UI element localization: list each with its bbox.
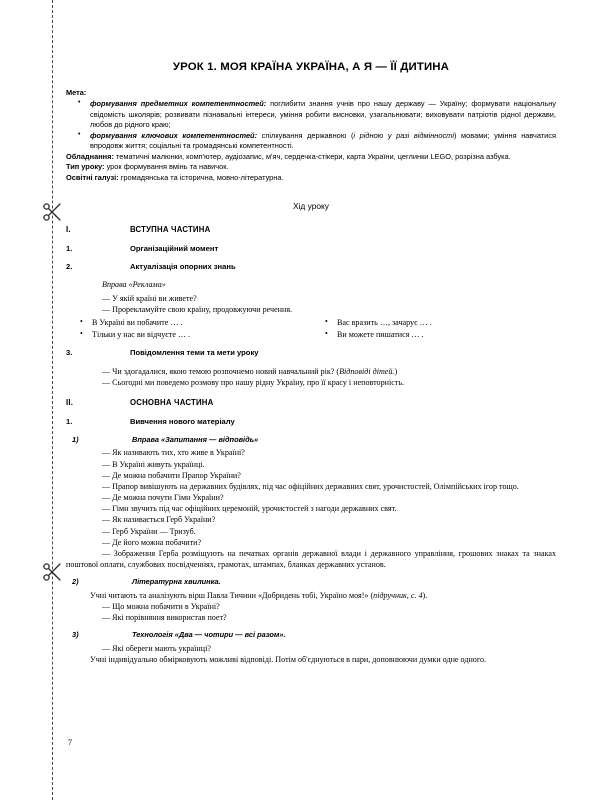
exercise-2-intro xyxy=(66,590,556,601)
branches-label: Освітні галузі: xyxy=(66,172,119,182)
exercise-1-line: — Де його можна побачити? xyxy=(102,537,202,547)
part-1-heading xyxy=(66,225,556,235)
list-item: • В Україні ви побачите … . xyxy=(80,317,311,329)
part-2-sub-1-heading xyxy=(66,417,556,427)
reklama-list-right xyxy=(311,317,556,340)
exercise-1-coat-of-arms-paragraph: — Зображення Герба розміщують на печатках органів державної влади і державного управління, грошових знаках та знаках поштової оплати, службових посвідченнях, грамотах, штампах, бланках державних установ. xyxy=(66,548,556,569)
part-1-sub-3-title: Повідомлення теми та мети уроку xyxy=(130,347,259,357)
list-item: • Ви можете пишатися … . xyxy=(325,329,556,341)
exercise-1-line: — Де можна почути Гімн України? xyxy=(102,493,224,503)
meta-section xyxy=(66,88,556,183)
scissors-icon xyxy=(40,560,64,584)
part-1-section xyxy=(66,225,556,388)
exercise-1-line: — Як називається Герб України? xyxy=(102,515,216,525)
part-1-sub-2-number: 2. xyxy=(66,262,73,272)
part-1-sub-1-heading xyxy=(66,244,556,254)
exercise-2-title: Літературна хвилинка. xyxy=(132,577,221,587)
exercise-1-flag-paragraph: — Прапор вивішують на державних будівлях, під час офіційних державних свят, урочистостей, Олімпійських ігор тощо. xyxy=(102,481,519,491)
exercise-reklama-question-2: — Прорекламуйте свою країну, продовжуючи речення. xyxy=(102,305,293,315)
meta-bullet-lead: формування предметних компетентностей: xyxy=(90,98,267,108)
question-3-after: ) xyxy=(394,366,398,376)
part-1-question-3 xyxy=(66,366,556,377)
question-3-italic: Відповіді дітей. xyxy=(339,366,395,376)
educational-branches-line xyxy=(66,173,556,184)
part-2-heading xyxy=(66,398,556,408)
reklama-sentence-columns xyxy=(66,317,556,340)
exercise-3-heading xyxy=(66,630,556,640)
exercise-1-number: 1) xyxy=(72,434,79,444)
part-1-sub-1-number: 1. xyxy=(66,244,73,254)
course-heading: Хід уроку xyxy=(292,201,329,212)
part-1-sub-3-heading xyxy=(66,348,556,358)
page-number: 7 xyxy=(68,738,72,747)
exercise-3-title: Технологія «Два — чотири — всі разом». xyxy=(132,630,286,640)
document-content xyxy=(66,60,556,665)
part-1-question-4: — Сьогодні ми поведемо розмову про нашу рідну Україну, про її красу і неповторність. xyxy=(102,377,405,387)
meta-bullet-list xyxy=(66,99,556,152)
equipment-label: Обладнання: xyxy=(66,151,114,161)
part-2-sub-1-number: 1. xyxy=(66,416,73,426)
spacer xyxy=(66,388,556,398)
part-2-number: II. xyxy=(66,397,74,407)
exercise-3-paragraph: Учні індивідуально обмірковують можливі відповіді. Потім об'єднуються в пари, доповнюючи думки одне одного. xyxy=(90,655,487,665)
part-1-number: I. xyxy=(66,225,71,235)
meta-bullet-text-after: ) мовами; уміння навчатися впродовж життя; соціальні та громадянські компетентності. xyxy=(90,130,556,151)
page-title: УРОК 1. МОЯ КРАЇНА УКРАЇНА, А Я — ЇЇ ДИТИНА xyxy=(172,61,450,73)
part-1-sub-2-heading xyxy=(66,262,556,272)
exercise-3-line: — Які обереги мають українці? xyxy=(102,643,211,653)
exercise-1-line: — Гімн звучить під час офіційних церемоній, урочистостей з нагоди державних свят. xyxy=(102,504,397,514)
exercise-2-intro-before: Учні читають та аналізують вірш Павла Тичини «Добридень тобі, Україно моя!» ( xyxy=(90,590,374,600)
meta-bullet-italic: і рідною у разі відмінності xyxy=(353,130,454,140)
lesson-type-line xyxy=(66,162,556,173)
reklama-list-left xyxy=(66,317,311,340)
part-1-sub-3-number: 3. xyxy=(66,347,73,357)
exercise-1-line: — Де можна побачити Прапор України? xyxy=(102,470,241,480)
exercise-1-line: — Герб України — Тризуб. xyxy=(102,526,196,536)
list-item: • Вас вразить …, зачарує … . xyxy=(325,317,556,329)
meta-bullet-text-before: спілкування державною ( xyxy=(257,130,354,140)
reklama-column-right xyxy=(311,317,556,340)
meta-bullet-key-competence xyxy=(76,131,556,152)
exercise-3-number: 3) xyxy=(72,630,79,640)
exercise-2-line: — Які порівняння використав поет? xyxy=(102,613,227,623)
exercise-2-number: 2) xyxy=(72,577,79,587)
dashed-cut-line xyxy=(52,0,53,800)
meta-label: Мета: xyxy=(66,88,87,98)
equipment-text: тематичні малюнки, комп'ютер, аудіозапис, м'яч, сердечка-стікери, карта України, цеглинки LEGO, розрізна азбука. xyxy=(113,151,511,161)
part-2-sub-1-title: Вивчення нового матеріалу xyxy=(130,416,235,426)
exercise-1-title: Вправа «Запитання — відповідь» xyxy=(132,434,259,444)
part-2-section xyxy=(66,398,556,665)
question-3-before: — Чи здогадалися, якою темою розпочнемо новий навчальний рік? ( xyxy=(102,366,340,376)
exercise-2-intro-italic: підручник, с. 4 xyxy=(373,590,423,600)
meta-bullet-lead: формування ключових компетентностей: xyxy=(90,130,258,140)
branches-text: громадянська та історична, мовно-літературна. xyxy=(118,172,284,182)
exercise-2-line: — Що можна побачити в Україні? xyxy=(102,601,220,611)
exercise-1-heading xyxy=(66,435,556,445)
lesson-type-label: Тип уроку: xyxy=(66,162,105,172)
part-1-sub-2-title: Актуалізація опорних знань xyxy=(130,262,236,272)
part-1-title: ВСТУПНА ЧАСТИНА xyxy=(130,225,211,235)
scissors-icon xyxy=(40,200,64,224)
exercise-1-line: — Як називають тих, хто живе в Україні? xyxy=(102,448,245,458)
equipment-line xyxy=(66,152,556,163)
list-item: • Тільки у нас ви відчуєте … . xyxy=(80,329,311,341)
exercise-2-heading xyxy=(66,577,556,587)
exercise-reklama-title: Вправа «Реклама» xyxy=(102,279,166,289)
meta-bullet-subject-competence xyxy=(76,99,556,131)
exercise-2-intro-after: ). xyxy=(422,590,428,600)
part-2-title: ОСНОВНА ЧАСТИНА xyxy=(130,397,214,407)
lesson-type-text: урок формування вмінь та навичок. xyxy=(104,162,229,172)
part-1-sub-1-title: Організаційний момент xyxy=(130,244,219,254)
reklama-column-left xyxy=(66,317,311,340)
meta-bullet-text: поглибити знання учнів про нашу державу — Україну; формувати національну свідомість школярів; розвивати пізнавальні інтереси, уміння робити висновки, узагальнювати; виховувати патріотів рідної держави, любов до рідного краю; xyxy=(90,98,556,130)
exercise-reklama-question-1: — У якій країні ви живете? xyxy=(102,293,197,303)
exercise-1-line: — В Україні живуть українці. xyxy=(102,459,205,469)
